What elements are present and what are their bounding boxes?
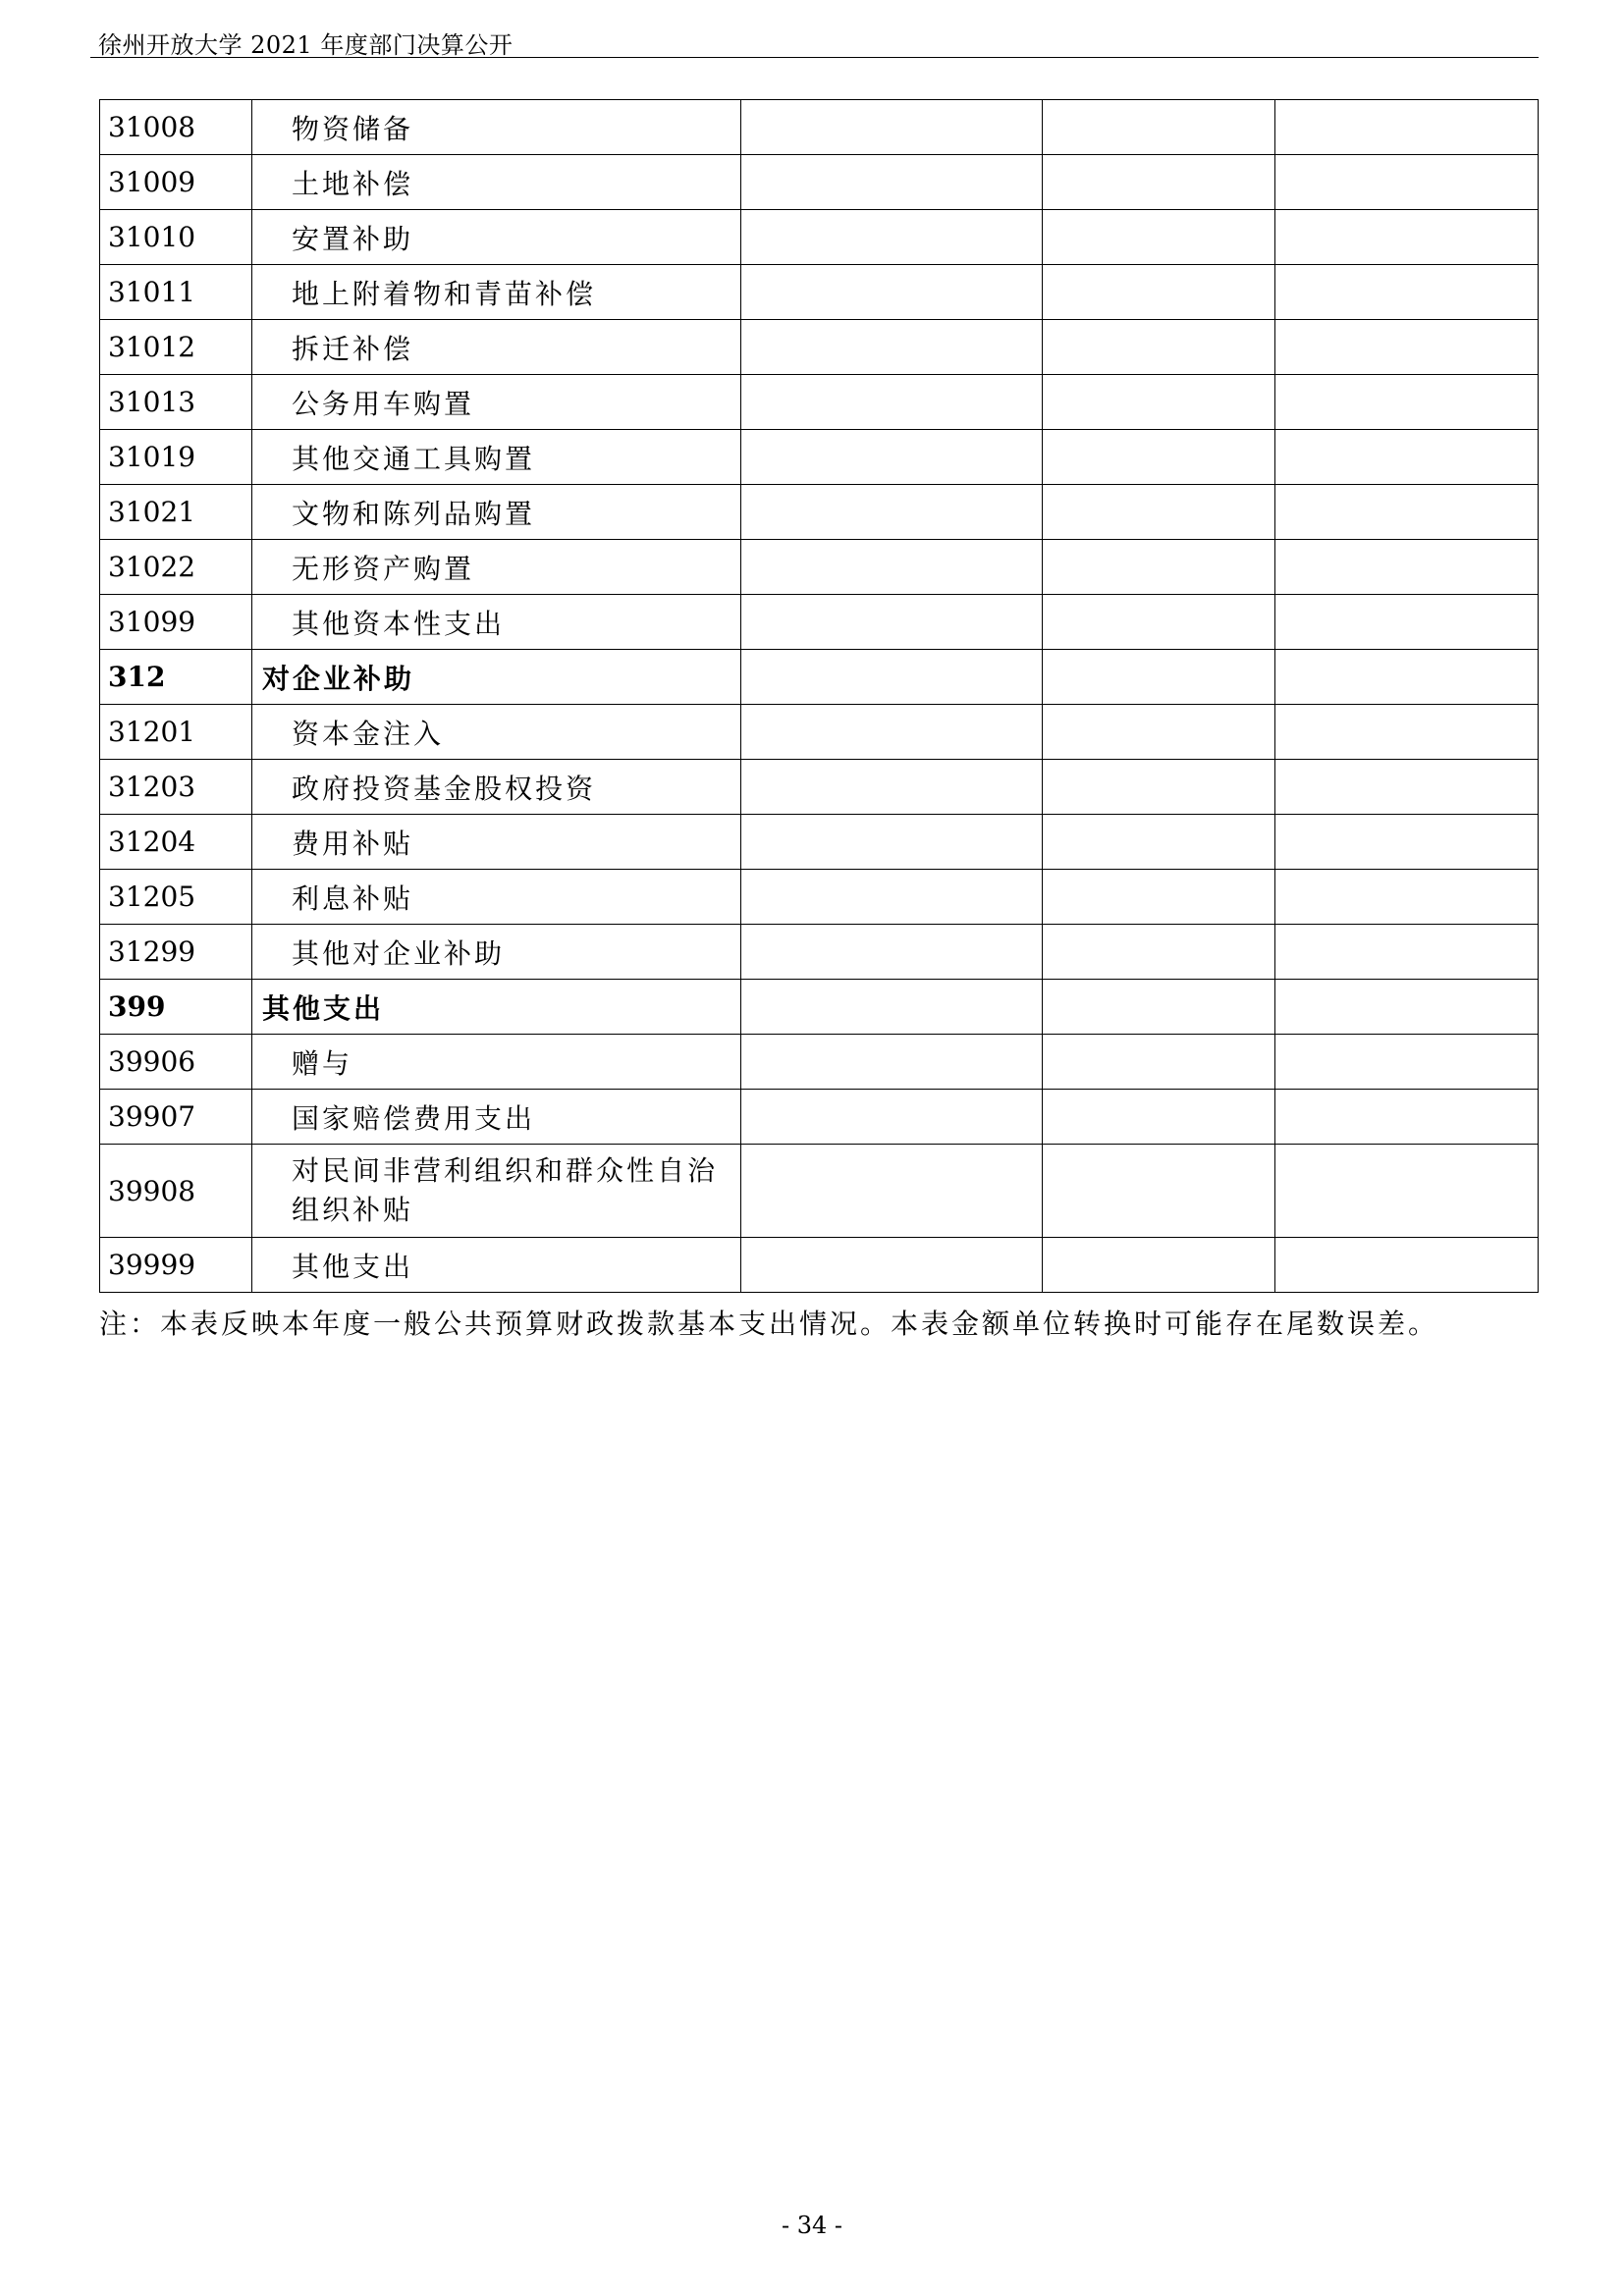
table-group-row	[100, 650, 1539, 705]
economic-class-name: 其他对企业补助	[252, 925, 741, 980]
total-amount-cell	[1275, 485, 1539, 540]
document-title: 徐州开放大学 2021 年度部门决算公开	[98, 31, 514, 59]
table-row	[100, 760, 1539, 815]
economic-class-name: 地上附着物和青苗补偿	[252, 265, 741, 320]
personnel-amount-cell	[741, 1145, 1043, 1238]
economic-class-name: 其他交通工具购置	[252, 430, 741, 485]
table-row	[100, 870, 1539, 925]
page-header	[90, 22, 1539, 58]
total-amount-cell	[1275, 760, 1539, 815]
economic-class-name: 政府投资基金股权投资	[252, 760, 741, 815]
economic-class-code: 31008	[100, 100, 252, 155]
public-expense-amount-cell	[1043, 100, 1275, 155]
economic-class-code: 31201	[100, 705, 252, 760]
table-group-row	[100, 980, 1539, 1035]
table-row	[100, 705, 1539, 760]
public-expense-amount-cell	[1043, 870, 1275, 925]
personnel-amount-cell	[741, 650, 1043, 705]
personnel-amount-cell	[741, 430, 1043, 485]
total-amount-cell	[1275, 1090, 1539, 1145]
public-expense-amount-cell	[1043, 650, 1275, 705]
economic-class-code: 31013	[100, 375, 252, 430]
personnel-amount-cell	[741, 265, 1043, 320]
economic-class-code: 31299	[100, 925, 252, 980]
economic-class-code: 31099	[100, 595, 252, 650]
personnel-amount-cell	[741, 705, 1043, 760]
table-row	[100, 815, 1539, 870]
economic-class-code: 31010	[100, 210, 252, 265]
public-expense-amount-cell	[1043, 155, 1275, 210]
personnel-amount-cell	[741, 980, 1043, 1035]
public-expense-amount-cell	[1043, 210, 1275, 265]
personnel-amount-cell	[741, 1238, 1043, 1293]
economic-class-name: 对民间非营利组织和群众性自治组织补贴	[252, 1145, 741, 1238]
economic-class-code: 39999	[100, 1238, 252, 1293]
economic-class-name: 其他资本性支出	[252, 595, 741, 650]
public-expense-amount-cell	[1043, 430, 1275, 485]
total-amount-cell	[1275, 1238, 1539, 1293]
public-expense-amount-cell	[1043, 815, 1275, 870]
personnel-amount-cell	[741, 375, 1043, 430]
economic-class-code: 31009	[100, 155, 252, 210]
table-row	[100, 320, 1539, 375]
public-expense-amount-cell	[1043, 1035, 1275, 1090]
personnel-amount-cell	[741, 1035, 1043, 1090]
public-expense-amount-cell	[1043, 1238, 1275, 1293]
public-expense-amount-cell	[1043, 375, 1275, 430]
table-body	[100, 100, 1539, 1293]
table-row	[100, 375, 1539, 430]
personnel-amount-cell	[741, 100, 1043, 155]
total-amount-cell	[1275, 870, 1539, 925]
total-amount-cell	[1275, 375, 1539, 430]
public-expense-amount-cell	[1043, 265, 1275, 320]
economic-class-name: 费用补贴	[252, 815, 741, 870]
table-row	[100, 1035, 1539, 1090]
economic-class-name: 文物和陈列品购置	[252, 485, 741, 540]
personnel-amount-cell	[741, 210, 1043, 265]
economic-class-code: 39908	[100, 1145, 252, 1238]
personnel-amount-cell	[741, 815, 1043, 870]
economic-class-code: 31021	[100, 485, 252, 540]
economic-class-name: 国家赔偿费用支出	[252, 1090, 741, 1145]
table-row	[100, 1090, 1539, 1145]
public-expense-amount-cell	[1043, 1090, 1275, 1145]
table-row	[100, 595, 1539, 650]
table-row	[100, 430, 1539, 485]
public-expense-amount-cell	[1043, 760, 1275, 815]
economic-class-code: 31022	[100, 540, 252, 595]
table-note: 注：本表反映本年度一般公共预算财政拨款基本支出情况。本表金额单位转换时可能存在尾数误差。	[99, 1308, 1439, 1340]
table-row	[100, 1145, 1539, 1238]
economic-class-name: 土地补偿	[252, 155, 741, 210]
total-amount-cell	[1275, 815, 1539, 870]
table-row	[100, 155, 1539, 210]
personnel-amount-cell	[741, 870, 1043, 925]
personnel-amount-cell	[741, 155, 1043, 210]
economic-class-name: 无形资产购置	[252, 540, 741, 595]
personnel-amount-cell	[741, 595, 1043, 650]
total-amount-cell	[1275, 980, 1539, 1035]
public-expense-amount-cell	[1043, 540, 1275, 595]
economic-class-name: 其他支出	[252, 980, 741, 1035]
economic-class-name: 利息补贴	[252, 870, 741, 925]
total-amount-cell	[1275, 430, 1539, 485]
table-row	[100, 1238, 1539, 1293]
page-number: - 34 -	[781, 2212, 842, 2239]
total-amount-cell	[1275, 320, 1539, 375]
total-amount-cell	[1275, 265, 1539, 320]
total-amount-cell	[1275, 650, 1539, 705]
total-amount-cell	[1275, 155, 1539, 210]
total-amount-cell	[1275, 1035, 1539, 1090]
public-expense-amount-cell	[1043, 980, 1275, 1035]
personnel-amount-cell	[741, 485, 1043, 540]
table-row	[100, 540, 1539, 595]
total-amount-cell	[1275, 925, 1539, 980]
total-amount-cell	[1275, 705, 1539, 760]
table-row	[100, 925, 1539, 980]
personnel-amount-cell	[741, 540, 1043, 595]
total-amount-cell	[1275, 1145, 1539, 1238]
economic-class-code: 31203	[100, 760, 252, 815]
economic-class-name: 其他支出	[252, 1238, 741, 1293]
economic-class-code: 31205	[100, 870, 252, 925]
public-expense-amount-cell	[1043, 595, 1275, 650]
economic-class-name: 公务用车购置	[252, 375, 741, 430]
economic-class-code: 31204	[100, 815, 252, 870]
public-expense-amount-cell	[1043, 485, 1275, 540]
economic-class-name: 物资储备	[252, 100, 741, 155]
personnel-amount-cell	[741, 760, 1043, 815]
economic-class-code: 39906	[100, 1035, 252, 1090]
table-row	[100, 210, 1539, 265]
total-amount-cell	[1275, 210, 1539, 265]
economic-class-code: 31011	[100, 265, 252, 320]
public-expense-amount-cell	[1043, 705, 1275, 760]
economic-class-name: 拆迁补偿	[252, 320, 741, 375]
economic-class-name: 赠与	[252, 1035, 741, 1090]
expenditure-table	[99, 99, 1539, 1293]
public-expense-amount-cell	[1043, 320, 1275, 375]
table-row	[100, 265, 1539, 320]
economic-class-name: 安置补助	[252, 210, 741, 265]
public-expense-amount-cell	[1043, 925, 1275, 980]
personnel-amount-cell	[741, 320, 1043, 375]
economic-class-code: 39907	[100, 1090, 252, 1145]
total-amount-cell	[1275, 540, 1539, 595]
table-row	[100, 100, 1539, 155]
personnel-amount-cell	[741, 1090, 1043, 1145]
economic-class-code: 31012	[100, 320, 252, 375]
economic-class-name: 对企业补助	[252, 650, 741, 705]
total-amount-cell	[1275, 100, 1539, 155]
economic-class-code: 31019	[100, 430, 252, 485]
economic-class-code: 312	[100, 650, 252, 705]
total-amount-cell	[1275, 595, 1539, 650]
table-row	[100, 485, 1539, 540]
personnel-amount-cell	[741, 925, 1043, 980]
economic-class-code: 399	[100, 980, 252, 1035]
public-expense-amount-cell	[1043, 1145, 1275, 1238]
economic-class-name: 资本金注入	[252, 705, 741, 760]
